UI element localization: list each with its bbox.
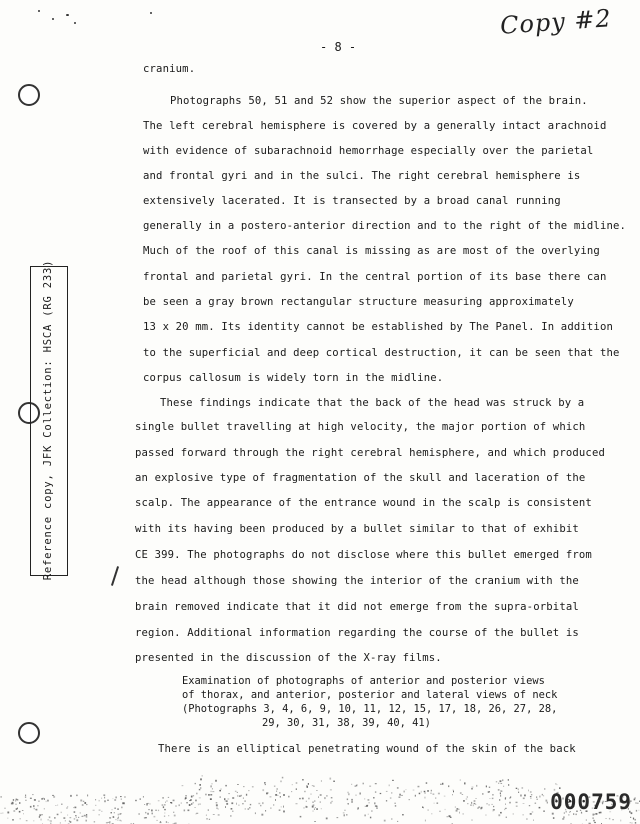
scan-speck (38, 10, 40, 12)
body-line: corpus callosum is widely torn in the midline. (143, 372, 444, 384)
body-line: There is an elliptical penetrating wound of the skin of the back (158, 743, 576, 755)
section-heading-line: Examination of photographs of anterior and posterior views (182, 675, 545, 687)
scan-speck (150, 12, 152, 14)
body-line: an explosive type of fragmentation of the skull and laceration of the (135, 472, 586, 484)
body-line: Much of the roof of this canal is missing as are most of the overlying (143, 245, 600, 257)
binder-hole (18, 84, 40, 106)
body-line: 13 x 20 mm. Its identity cannot be established by The Panel. In addition (143, 321, 614, 333)
document-id: 000759 (550, 790, 632, 814)
body-line: and frontal gyri and in the sulci. The right cerebral hemisphere is (143, 170, 581, 182)
body-line: passed forward through the right cerebral hemisphere, and which produced (135, 447, 606, 459)
body-line: with its having been produced by a bullet similar to that of exhibit (135, 523, 579, 535)
scan-speck (52, 18, 54, 20)
body-line: These findings indicate that the back of the head was struck by a (160, 397, 585, 409)
scan-noise (0, 764, 640, 824)
body-line: brain removed indicate that it did not emerge from the supra-orbital (135, 601, 579, 613)
reference-stamp-text: Reference copy, JFK Collection: HSCA (RG 233) (42, 259, 54, 581)
body-line: be seen a gray brown rectangular structure measuring approximately (143, 296, 574, 308)
body-line: extensively lacerated. It is transected by a broad canal running (143, 195, 561, 207)
handwritten-note: Copy #2 (499, 4, 613, 40)
body-line: the head although those showing the interior of the cranium with the (135, 575, 579, 587)
body-line: region. Additional information regarding the course of the bullet is (135, 627, 579, 639)
body-line: The left cerebral hemisphere is covered by a generally intact arachnoid (143, 120, 607, 132)
body-line: cranium. (143, 63, 196, 75)
body-line: presented in the discussion of the X-ray films. (135, 652, 442, 664)
body-line: CE 399. The photographs do not disclose where this bullet emerged from (135, 549, 592, 561)
body-line: with evidence of subarachnoid hemorrhage especially over the parietal (143, 145, 594, 157)
scan-speck (74, 22, 76, 24)
section-heading-line: of thorax, and anterior, posterior and lateral views of neck (182, 689, 558, 701)
margin-mark (111, 566, 119, 586)
body-line: frontal and parietal gyri. In the central portion of its base there can (143, 271, 607, 283)
body-line: single bullet travelling at high velocity, the major portion of which (135, 421, 586, 433)
body-line: scalp. The appearance of the entrance wound in the scalp is consistent (135, 497, 592, 509)
section-heading-line: 29, 30, 31, 38, 39, 40, 41) (262, 717, 431, 729)
body-line: generally in a postero-anterior direction and to the right of the midline. (143, 220, 627, 232)
body-line: Photographs 50, 51 and 52 show the superior aspect of the brain. (170, 95, 588, 107)
scan-speck (66, 14, 69, 16)
binder-hole (18, 722, 40, 744)
body-line: to the superficial and deep cortical destruction, it can be seen that the (143, 347, 620, 359)
page-number: - 8 - (320, 40, 357, 54)
section-heading-line: (Photographs 3, 4, 6, 9, 10, 11, 12, 15, 17, 18, 26, 27, 28, (182, 703, 558, 715)
